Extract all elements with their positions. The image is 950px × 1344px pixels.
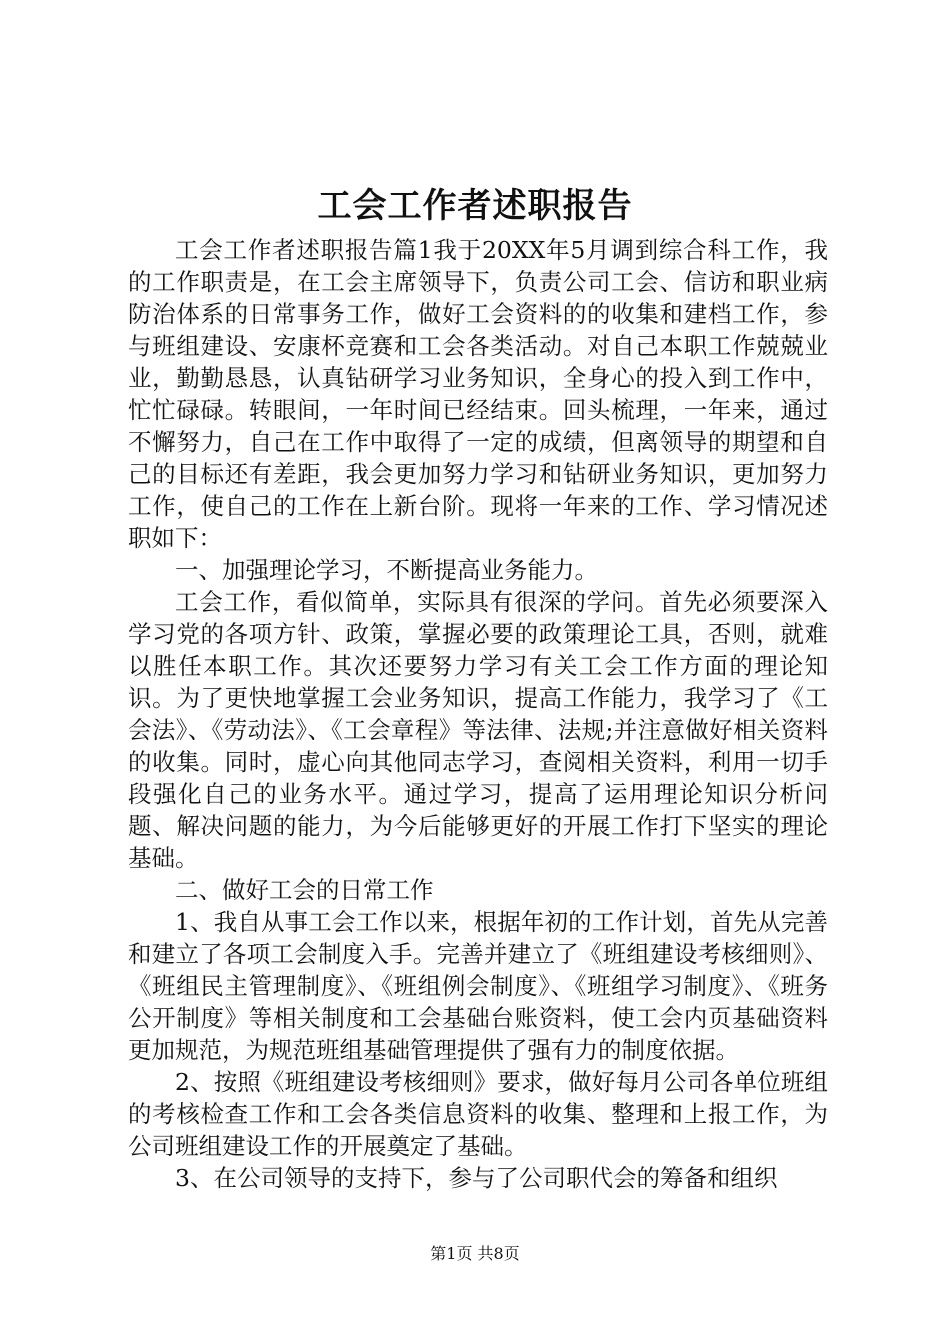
paragraph-item-2: 2、按照《班组建设考核细则》要求，做好每月公司各单位班组的考核检查工作和工会各类信息资料的收集、整理和上报工作，为公司班组建设工作的开展奠定了基础。 [128, 1068, 828, 1160]
page-number: 第1页 共8页 [430, 1244, 520, 1263]
paragraph-intro: 工会工作者述职报告篇1我于20XX年5月调到综合科工作，我的工作职责是，在工会主席领导下，负责公司工会、信访和职业病防治体系的日常事务工作，做好工会资料的的收集和建档工作，参与班组建设、安康杯竞赛和工会各类活动。对自己本职工作兢兢业业，勤勤恳恳，认真钻研学习业务知识，全身心的投入到工作中，忙忙碌碌。转眼间，一年时间已经结束。回头梳理，一年来，通过不懈努力，自己在工作中取得了一定的成绩，但离领导的期望和自己的目标还有差距，我会更加努力学习和钻研业务知识，更加努力工作，使自己的工作在上新台阶。现将一年来的工作、学习情况述职如下： [128, 236, 828, 552]
section-heading-2: 二、做好工会的日常工作 [175, 876, 434, 904]
paragraph-theory: 工会工作，看似简单，实际具有很深的学问。首先必须要深入学习党的各项方针、政策，掌握必要的政策理论工具，否则，就难以胜任本职工作。其次还要努力学习有关工会工作方面的理论知识。为了更快地掌握工会业务知识，提高工作能力，我学习了《工会法》、《劳动法》、《工会章程》等法律、法规;并注意做好相关资料的收集。同时，虚心向其他同志学习，查阅相关资料，利用一切手段强化自己的业务水平。通过学习，提高了运用理论知识分析问题、解决问题的能力，为今后能够更好的开展工作打下坚实的理论基础。 [128, 588, 828, 872]
document-body [128, 234, 828, 1194]
document-title: 工会工作者述职报告 [317, 186, 633, 226]
paragraph-item-3: 3、在公司领导的支持下，参与了公司职代会的筹备和组织 [175, 1164, 778, 1192]
paragraph-item-1: 1、我自从事工会工作以来，根据年初的工作计划，首先从完善和建立了各项工会制度入手。完善并建立了《班组建设考核细则》、《班组民主管理制度》、《班组例会制度》、《班组学习制度》、《班务公开制度》等相关制度和工会基础台账资料，使工会内页基础资料更加规范，为规范班组基础管理提供了强有力的制度依据。 [128, 908, 828, 1064]
section-heading-1: 一、加强理论学习，不断提高业务能力。 [175, 556, 598, 584]
